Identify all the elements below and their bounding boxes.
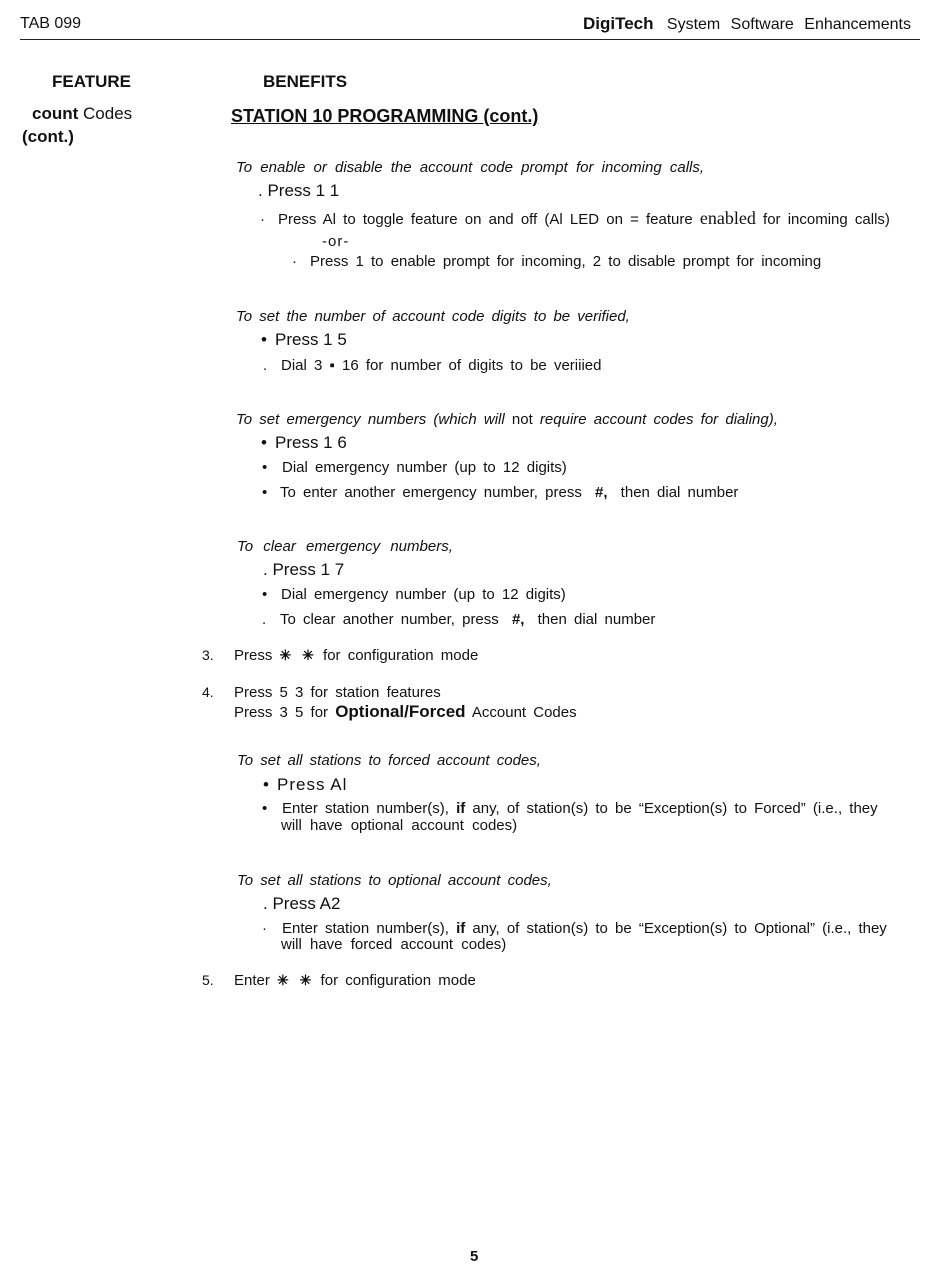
clear-bullet-1-text: Dial emergency number (up to 12 digits) [281,586,566,603]
step-4-line-1: Press 5 3 for station features [234,684,441,701]
bullet-dot: • [261,433,267,452]
optional-bullet-1-pre: Enter station number(s), [282,920,457,937]
asterisk-icon: ✳ ✳ [277,972,314,988]
digits-intro: To set the number of account code digits to be verified, [236,308,630,325]
step-4-line-2-pre: Press 3 5 for [234,704,336,721]
step-4-line-2-post: Account Codes [465,704,577,721]
step-3-post: for configuration mode [315,647,479,664]
clear-bullet-2-sym: #, [511,611,525,628]
optional-bullet-1-line-2: will have forced account codes) [281,936,507,953]
emergency-bullet-2 [262,484,738,501]
bullet-dot: • [263,775,269,794]
header-rule [20,39,920,40]
emergency-intro-b: not [511,411,533,428]
digits-bullet-1-text: Dial 3 ▪ 16 for number of digits to be veriiied [281,357,602,374]
feature-name-cont: (cont.) [22,127,74,146]
bullet-dot: · [262,920,267,937]
step-3 [202,647,478,664]
bullet-dot: . [263,357,268,374]
clear-intro: To clear emergency numbers, [237,538,453,555]
emergency-intro-c: require account codes for dialing), [532,411,778,428]
clear-bullet-2-pre: To clear another number, press [280,611,506,628]
bullet-dot: • [262,586,268,603]
forced-press [263,775,347,795]
emergency-bullet-2-pre: To enter another emergency number, press [280,484,589,501]
enable-bullet-2 [292,253,821,270]
clear-press: . Press 1 7 [263,560,345,579]
header-title-group [583,14,911,34]
enable-bullet-2-text: Press 1 to enable prompt for incoming, 2 to disable prompt for incoming [310,253,822,270]
enable-bullet-1-text: Press Al to toggle feature on and off (Al LED on = feature [278,211,700,228]
forced-bullet-1-pre: Enter station number(s), [282,800,457,817]
bullet-dot: . [262,611,267,628]
enable-press: . Press 1 1 [258,181,340,200]
tab-label: TAB 099 [20,15,82,32]
step-4-line-2 [234,702,577,722]
bullet-dot: · [292,253,297,270]
emergency-bullet-1-text: Dial emergency number (up to 12 digits) [282,459,567,476]
asterisk-icon: ✳ ✳ [279,647,316,663]
bullet-dot: · [260,211,265,228]
emergency-bullet-2-sym: #, [595,484,608,501]
forced-bullet-1-post: any, of station(s) to be “Exception(s) to Forced” (i.e., they [465,800,878,817]
feature-name [32,104,132,124]
enable-bullet-1-post: for incoming calls) [755,211,890,228]
brand-name: DigiTech [583,14,654,33]
optional-press: . Press A2 [263,894,341,913]
enable-bullet-1-serif: enabled [699,208,756,228]
forced-bullet-1-line-2: will have optional account codes) [281,817,518,834]
step-4-line-2-bold: Optional/Forced [335,702,466,721]
emergency-press [261,433,347,453]
step-3-number: 3. [202,647,214,663]
enable-intro: To enable or disable the account code prompt for incoming calls, [236,159,705,176]
clear-bullet-2-post: then dial number [530,611,656,628]
forced-bullet-1 [262,800,878,817]
forced-intro: To set all stations to forced account codes, [237,752,541,769]
optional-bullet-1-bold: if [456,920,466,937]
bullet-dot: • [262,484,268,501]
optional-bullet-1 [262,920,887,937]
forced-press-text: Press Al [277,775,348,794]
step-3-pre: Press [234,647,280,664]
optional-bullet-1-post: any, of station(s) to be “Exception(s) to Optional” (i.e., they [465,920,887,937]
step-4 [202,684,441,701]
step-5 [202,972,476,989]
digits-press [261,330,347,350]
emergency-bullet-2-post: then dial number [613,484,739,501]
emergency-press-text: Press 1 6 [275,433,347,452]
bullet-dot: • [262,800,268,817]
clear-bullet-2 [262,611,655,628]
feature-name-rest: Codes [78,104,133,123]
enable-bullet-1 [260,208,890,229]
step-4-number: 4. [202,684,214,700]
bullet-dot: • [262,459,268,476]
column-heading-feature: FEATURE [52,72,132,91]
bullet-dot: • [261,330,267,349]
step-5-post: for configuration mode [313,972,476,989]
digits-bullet-1 [263,357,601,374]
step-5-number: 5. [202,972,214,988]
feature-name-bold: count [32,104,79,123]
emergency-bullet-1 [262,459,567,476]
digits-press-text: Press 1 5 [275,330,347,349]
optional-intro: To set all stations to optional account codes, [237,872,552,889]
forced-bullet-1-bold: if [456,800,466,817]
emergency-intro-a: To set emergency numbers (which will [236,411,512,428]
emergency-intro [236,411,778,428]
section-title: STATION 10 PROGRAMMING (cont.) [231,106,539,126]
page-number: 5 [470,1248,479,1265]
header-title: System Software Enhancements [666,16,911,33]
enable-or: -or- [322,233,350,250]
clear-bullet-1 [262,586,566,603]
column-heading-benefits: BENEFITS [263,72,348,91]
step-5-pre: Enter [234,972,278,989]
